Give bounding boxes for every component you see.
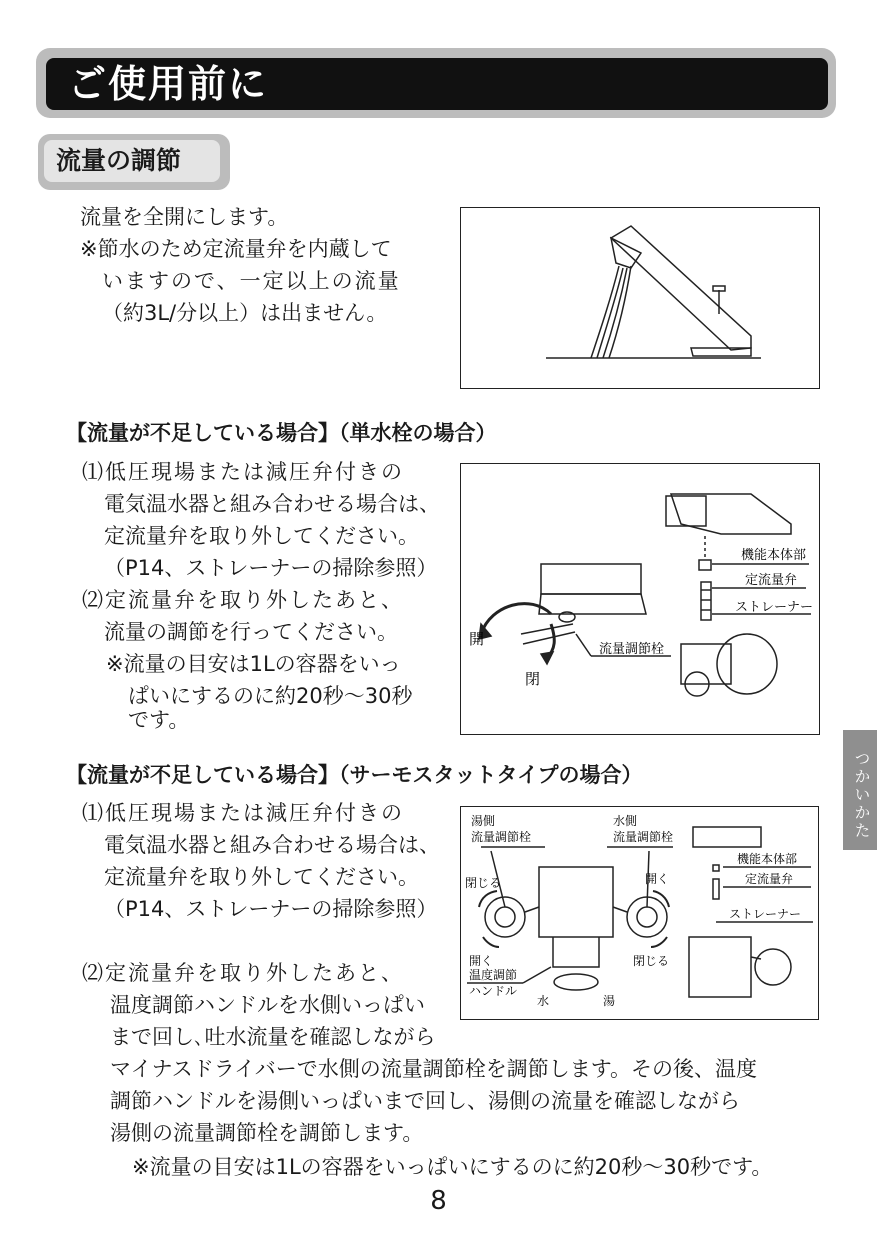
intro-line: 流量を全開にします。 (80, 205, 289, 229)
label-handle: ハンドル (469, 984, 518, 998)
case1-line: ぱいにするのに約20秒〜30秒 (128, 684, 413, 708)
label-water: 水 (537, 994, 550, 1008)
case1-line: ⑴低圧現場または減圧弁付きの (82, 460, 404, 484)
intro-line: いますので、一定以上の流量 (102, 269, 401, 293)
label-hot-stop: 流量調節栓 (471, 830, 532, 844)
case1-heading: 【流量が不足している場合】（単水栓の場合） (66, 421, 497, 445)
case2-line: ※流量の目安は1Lの容器をいっぱいにするのに約20秒〜30秒です。 (132, 1155, 773, 1179)
case2-line: ⑴低圧現場または減圧弁付きの (82, 801, 404, 825)
case1-line: 電気温水器と組み合わせる場合は、 (104, 492, 440, 516)
case2-line: マイナスドライバーで水側の流量調節栓を調節します。その後、温度 (110, 1057, 758, 1081)
thermostat-diagram (460, 806, 819, 1020)
side-tab (843, 730, 877, 850)
label-stop: 流量調節栓 (599, 642, 665, 657)
case1-line: ⑵定流量弁を取り外したあと、 (82, 588, 404, 612)
faucet-illustration (460, 207, 820, 389)
case2-line: ⑵定流量弁を取り外したあと、 (82, 961, 404, 985)
case1-line: です。 (128, 708, 190, 732)
intro-line: （約3L/分以上）は出ません。 (102, 301, 388, 325)
label-valve: 定流量弁 (745, 872, 794, 886)
case2-line: 調節ハンドルを湯側いっぱいまで回し、湯側の流量を確認しながら (110, 1089, 740, 1113)
label-open: 開 (469, 630, 485, 648)
label-open-left: 開く (469, 954, 494, 968)
label-open-right: 開く (645, 872, 670, 886)
page-title: ご使用前に (68, 62, 269, 106)
case2-line: 定流量弁を取り外してください。 (104, 865, 419, 889)
label-cold-stop: 流量調節栓 (613, 830, 674, 844)
case1-line: 流量の調節を行ってください。 (104, 620, 398, 644)
label-close-left: 閉じる (465, 876, 502, 890)
label-strainer: ストレーナー (729, 907, 802, 921)
label-body: 機能本体部 (741, 548, 807, 563)
label-close: 閉 (525, 670, 541, 688)
label-cold-side: 水側 (613, 814, 638, 828)
section-title: 流量の調節 (56, 146, 182, 175)
case2-heading: 【流量が不足している場合】（サーモスタットタイプの場合） (66, 763, 643, 787)
case2-line: 温度調節ハンドルを水側いっぱい (110, 993, 425, 1017)
label-close-right: 閉じる (633, 954, 670, 968)
side-tab-label: つかいかた (852, 750, 871, 840)
case1-line: （P14、ストレーナーの掃除参照） (104, 556, 438, 580)
case1-line: 定流量弁を取り外してください。 (104, 524, 419, 548)
label-valve: 定流量弁 (745, 573, 798, 588)
label-body: 機能本体部 (737, 852, 798, 866)
case2-line: まで回し､吐水流量を確認しながら (110, 1025, 436, 1049)
label-hot: 湯 (603, 994, 616, 1008)
intro-line: ※節水のため定流量弁を内蔵して (80, 237, 392, 261)
case1-line: ※流量の目安は1Lの容器をいっ (106, 652, 401, 676)
label-strainer: ストレーナー (735, 600, 814, 615)
case2-line: 電気温水器と組み合わせる場合は、 (104, 833, 440, 857)
case2-line: （P14、ストレーナーの掃除参照） (104, 897, 438, 921)
page-number: 8 (430, 1186, 447, 1216)
label-hot-side: 湯側 (471, 814, 496, 828)
case2-line: 湯側の流量調節栓を調節します。 (110, 1121, 424, 1145)
single-faucet-diagram (460, 463, 820, 735)
label-temp: 温度調節 (469, 968, 518, 982)
